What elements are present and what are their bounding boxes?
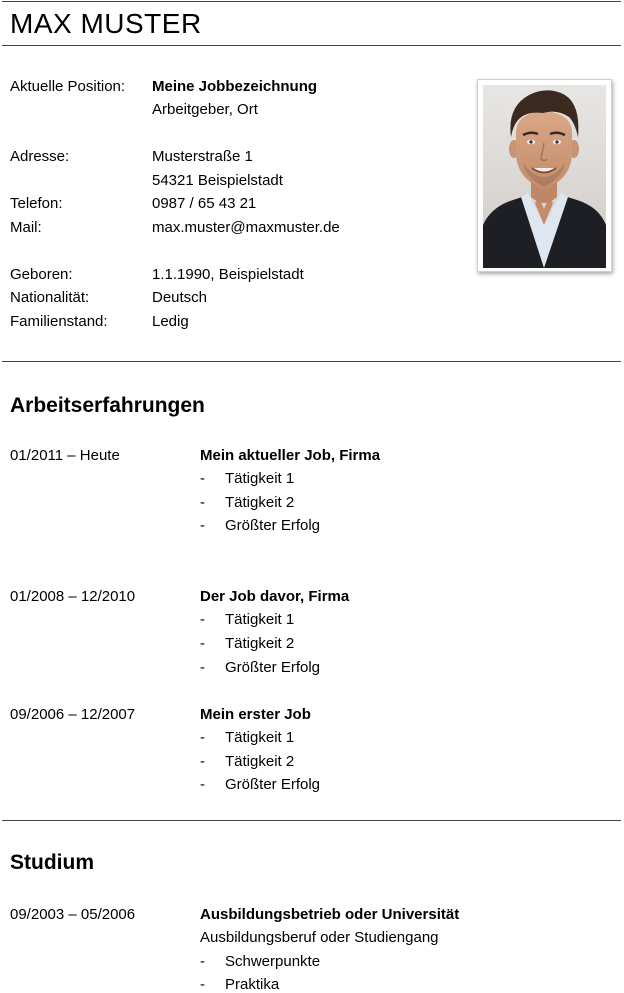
bullet-dash: -	[200, 776, 205, 793]
top-divider	[2, 1, 621, 2]
job-task: Tätigkeit 2	[225, 635, 295, 652]
study-period: 09/2003 – 05/2006	[10, 906, 136, 923]
job-task: Tätigkeit 2	[225, 753, 295, 770]
job-title: Der Job davor, Firma	[200, 588, 350, 605]
portrait-image	[483, 85, 606, 268]
position-label: Aktuelle Position:	[10, 78, 126, 95]
nationality-value: Deutsch	[152, 289, 208, 306]
born-value: 1.1.1990, Beispielstadt	[152, 266, 304, 283]
mail-label: Mail:	[10, 219, 42, 236]
bullet-dash: -	[200, 635, 205, 652]
job-title: Mein aktueller Job, Firma	[200, 447, 381, 464]
bullet-dash: -	[200, 729, 205, 746]
study-item: Schwerpunkte	[225, 953, 321, 970]
marital-value: Ledig	[152, 313, 189, 330]
position-title: Meine Jobbezeichnung	[152, 78, 318, 95]
bullet-dash: -	[200, 517, 205, 534]
study-item: Praktika	[225, 976, 280, 993]
experience-heading: Arbeitserfahrungen	[10, 394, 205, 417]
job-task: Tätigkeit 1	[225, 611, 295, 628]
bullet-dash: -	[200, 470, 205, 487]
job-task: Größter Erfolg	[225, 517, 321, 534]
position-employer: Arbeitgeber, Ort	[152, 101, 258, 118]
job-task: Tätigkeit 1	[225, 470, 295, 487]
job-task: Tätigkeit 2	[225, 494, 295, 511]
born-label: Geboren:	[10, 266, 73, 283]
section-divider-experience	[2, 361, 621, 362]
address-label: Adresse:	[10, 148, 70, 165]
job-task: Größter Erfolg	[225, 659, 321, 676]
job-task: Tätigkeit 1	[225, 729, 295, 746]
studies-heading: Studium	[10, 851, 94, 874]
address-line1: Musterstraße 1	[152, 148, 253, 165]
bullet-dash: -	[200, 494, 205, 511]
study-institution: Ausbildungsbetrieb oder Universität	[200, 906, 460, 923]
study-program: Ausbildungsberuf oder Studiengang	[200, 929, 439, 946]
job-period: 09/2006 – 12/2007	[10, 706, 136, 723]
bullet-dash: -	[200, 753, 205, 770]
phone-label: Telefon:	[10, 195, 63, 212]
profile-photo	[477, 79, 612, 272]
bullet-dash: -	[200, 953, 205, 970]
job-period: 01/2008 – 12/2010	[10, 588, 136, 605]
job-period: 01/2011 – Heute	[10, 447, 120, 464]
bullet-dash: -	[200, 659, 205, 676]
job-task: Größter Erfolg	[225, 776, 321, 793]
bullet-dash: -	[200, 976, 205, 993]
address-line2: 54321 Beispielstadt	[152, 172, 283, 189]
mail-value: max.muster@maxmuster.de	[152, 219, 340, 236]
marital-label: Familienstand:	[10, 313, 108, 330]
person-name: MAX MUSTER	[10, 8, 202, 39]
bullet-dash: -	[200, 611, 205, 628]
job-title: Mein erster Job	[200, 706, 311, 723]
header-divider	[2, 45, 621, 46]
nationality-label: Nationalität:	[10, 289, 90, 306]
section-divider-studies	[2, 820, 621, 821]
phone-value: 0987 / 65 43 21	[152, 195, 257, 212]
